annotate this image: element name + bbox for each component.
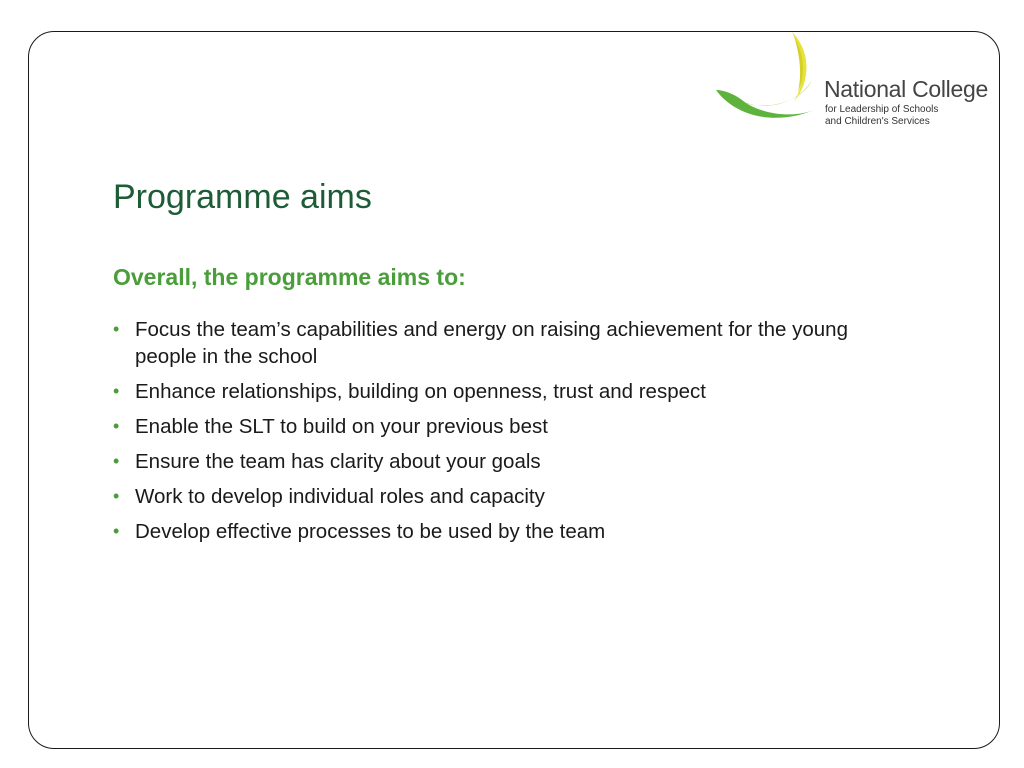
logo-subtitle-line1: for Leadership of Schools [825,104,939,115]
bullet-text: Ensure the team has clarity about your goals [135,450,541,473]
bullet-icon: • [113,451,120,471]
bullet-text: Enable the SLT to build on your previous best [135,415,548,438]
bullet-item [113,518,875,545]
bullet-item [113,378,875,405]
bullet-text: Work to develop individual roles and capacity [135,485,545,508]
swoosh-logo-icon [714,30,826,130]
bullet-text: Develop effective processes to be used by the team [135,520,606,543]
bullet-list [113,316,893,553]
bullet-icon: • [113,521,120,541]
bullet-text: Focus the team’s capabilities and energy on raising achievement for the young people in the school [135,318,848,368]
bullet-icon: • [113,416,120,436]
bullet-icon: • [113,486,120,506]
bullet-item [113,483,875,510]
bullet-item [113,316,875,370]
bullet-item [113,448,875,475]
slide-subtitle: Overall, the programme aims to: [113,264,466,290]
logo-subtitle-line2: and Children's Services [825,116,930,127]
bullet-icon: • [113,319,120,339]
bullet-item [113,413,875,440]
bullet-icon: • [113,381,120,401]
national-college-logo [714,30,1004,130]
bullet-text: Enhance relationships, building on openness, trust and respect [135,380,706,403]
logo-name: National College [824,76,988,102]
slide-title: Programme aims [113,178,372,216]
